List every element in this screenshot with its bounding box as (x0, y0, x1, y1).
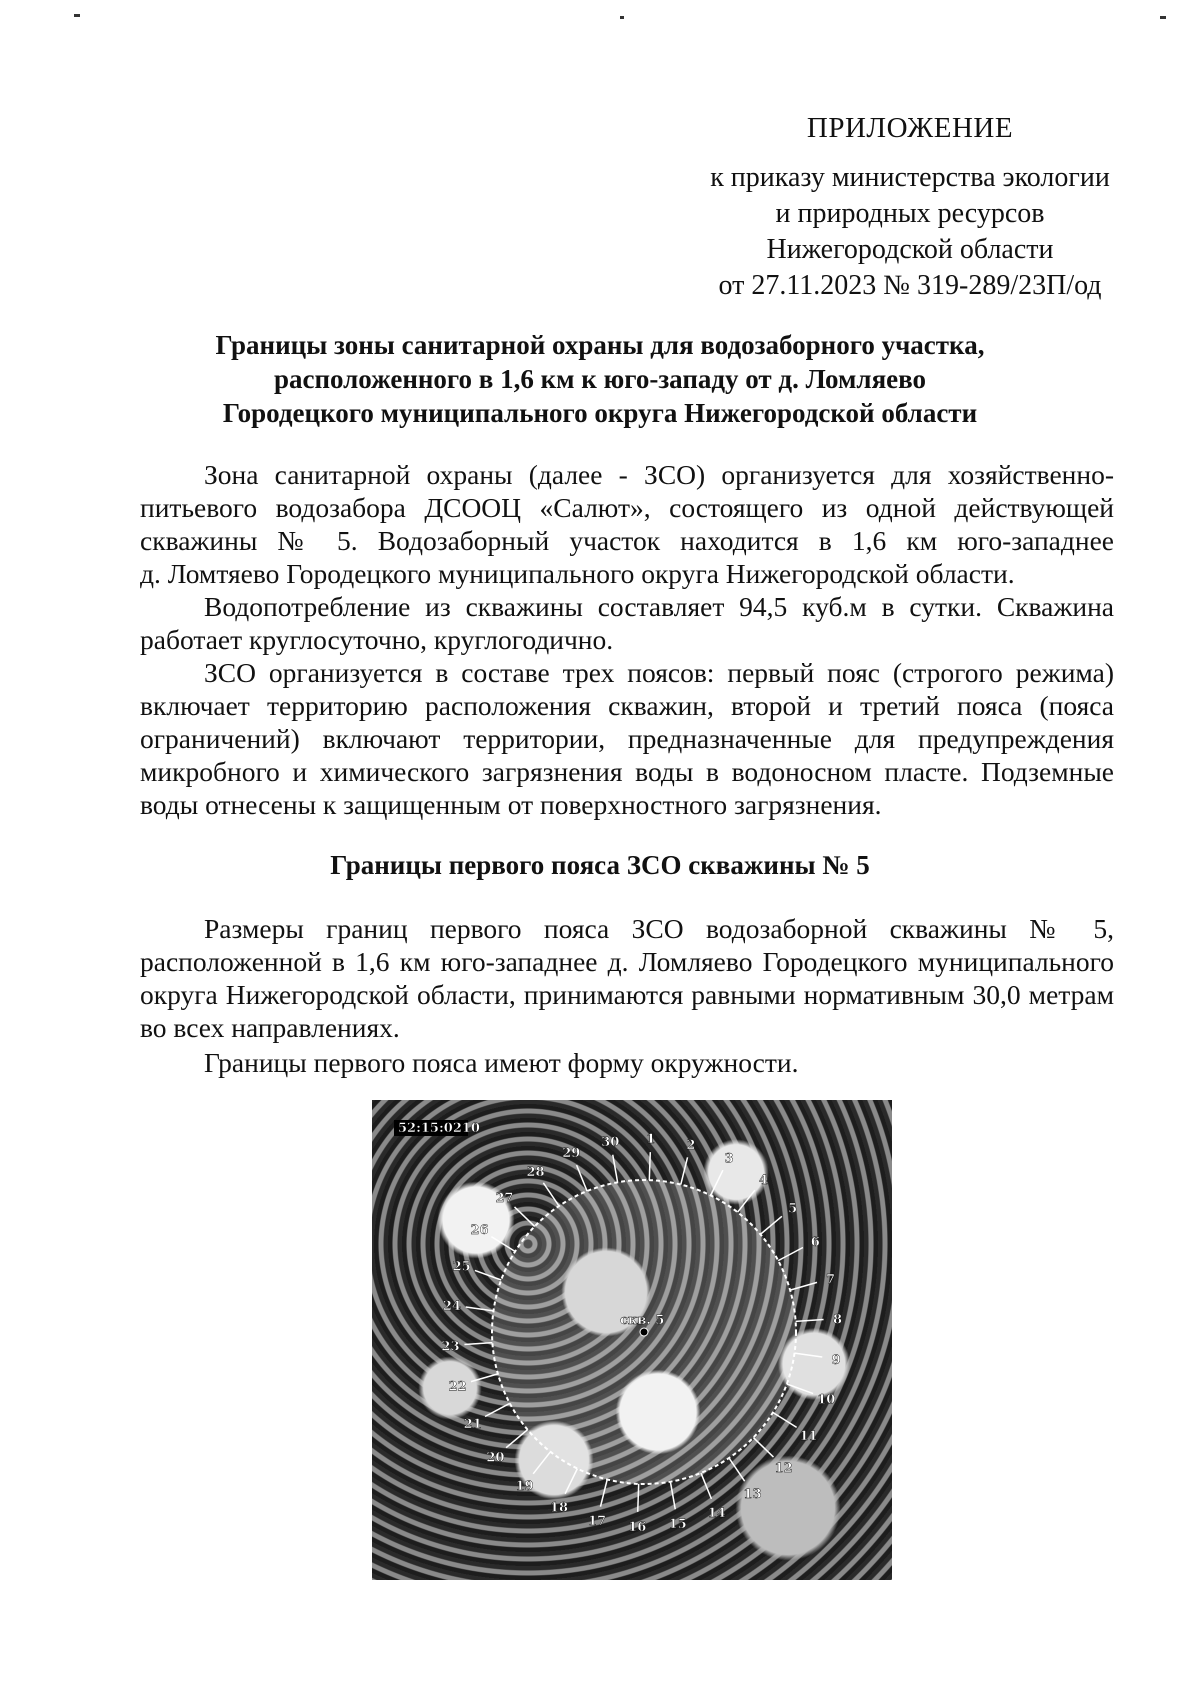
point-label: 27 (495, 1191, 514, 1207)
intro-paragraph (140, 656, 1114, 821)
text-line: микробного и химического загрязнения воды в водоносном пласте. Подземные (140, 756, 1114, 787)
point-label: 23 (441, 1339, 460, 1355)
point-label: 9 (831, 1352, 841, 1368)
point-label: 14 (707, 1505, 726, 1521)
point-leader-line (485, 1403, 510, 1416)
point-label: 8 (833, 1312, 843, 1328)
text-line: работает круглосуточно, круглогодично. (140, 624, 614, 655)
point-label: 7 (825, 1272, 836, 1288)
point-label: 19 (515, 1478, 534, 1494)
text-line: ЗСО организуется в составе трех поясов: первый пояс (строгого режима) (204, 657, 1114, 688)
point-leader-line (790, 1282, 817, 1290)
point-label: 30 (601, 1134, 620, 1150)
section-heading (150, 848, 1050, 882)
section-heading-text: Границы первого пояса ЗСО скважины № 5 (330, 850, 870, 880)
text-line: воды отнесены к защищенным от поверхностного загрязнения. (140, 789, 882, 820)
text-line: включает территорию расположения скважин, второй и третий пояса (пояса (140, 690, 1114, 721)
text-line: д. Ломтяево Городецкого муниципального округа Нижегородской области. (140, 558, 1015, 589)
point-label: 10 (817, 1392, 836, 1408)
point-label: 28 (526, 1165, 545, 1181)
point-label: 15 (668, 1517, 687, 1533)
scan-speck (1160, 16, 1166, 19)
annex-line: к приказу министерства экологии (710, 162, 1110, 193)
point-label: 18 (549, 1500, 569, 1516)
scan-speck (74, 14, 80, 17)
scheme-overlay (372, 1100, 892, 1580)
scan-speck (620, 16, 624, 19)
point-leader-line (600, 1479, 607, 1506)
point-leader-line (466, 1307, 494, 1311)
sanitary-zone-scheme-photo (372, 1100, 892, 1580)
point-leader-line (491, 1237, 515, 1252)
text-line: округа Нижегородской области, принимаются равными нормативным 30,0 метрам (140, 979, 1114, 1010)
point-leader-line (475, 1270, 501, 1280)
annex-line: и природных ресурсов (775, 198, 1045, 229)
point-leader-line (506, 1430, 527, 1448)
point-label: 13 (743, 1486, 762, 1502)
text-line: скважины № 5. Водозаборный участок находится в 1,6 км юго-западнее (140, 525, 1114, 556)
point-leader-line (533, 1452, 550, 1474)
point-label: 29 (562, 1146, 581, 1162)
point-label: 20 (486, 1450, 505, 1466)
point-label: 3 (724, 1151, 734, 1167)
point-label: 4 (758, 1173, 768, 1189)
belt-paragraph (140, 912, 1114, 1044)
point-leader-line (729, 1458, 745, 1481)
point-leader-line (638, 1484, 639, 1512)
point-label: 26 (470, 1223, 489, 1239)
text-line: ограничений) включают территории, предназначенные для предупреждения (140, 723, 1114, 754)
point-label: 16 (628, 1519, 647, 1535)
text-line: Зона санитарной охраны (далее - ЗСО) организуется для хозяйственно- (204, 459, 1114, 490)
heading-line: Границы зоны санитарной охраны для водозаборного участка, (215, 330, 985, 360)
well-label: скв. 5 (620, 1313, 665, 1328)
text-line: Размеры границ первого пояса ЗСО водозаборной скважины № 5, (204, 913, 1114, 944)
point-label: 11 (799, 1428, 818, 1444)
text-line: питьевого водозабора ДСООЦ «Салют», состоящего из одной действующей (140, 492, 1114, 523)
heading-line: расположенного в 1,6 км к юго-западу от д. Ломляево (273, 364, 927, 394)
scale-label: 52:15:0210 (398, 1121, 480, 1136)
point-label: 24 (442, 1299, 461, 1315)
annex-line: Нижегородской области (766, 234, 1054, 265)
point-label: 21 (463, 1417, 482, 1433)
point-leader-line (773, 1413, 797, 1428)
point-label: 17 (588, 1514, 607, 1530)
point-label: 22 (448, 1379, 467, 1395)
well-marker (640, 1328, 648, 1336)
point-leader-line (795, 1353, 823, 1357)
point-leader-line (760, 1216, 781, 1234)
point-label: 25 (452, 1259, 471, 1275)
intro-paragraph (140, 458, 1114, 590)
point-leader-line (577, 1165, 587, 1191)
point-leader-line (565, 1469, 577, 1494)
point-label: 12 (774, 1460, 793, 1476)
annex-title: ПРИЛОЖЕНИЕ (806, 112, 1014, 144)
point-leader-line (649, 1152, 650, 1180)
document-heading (150, 328, 1050, 430)
text-line: Границы первого пояса имеют форму окружности. (204, 1047, 799, 1078)
annex-reference (700, 160, 1120, 304)
point-label: 5 (788, 1201, 798, 1217)
point-leader-line (787, 1384, 813, 1394)
annex-line: от 27.11.2023 № 319-289/23П/од (718, 270, 1102, 301)
point-leader-line (613, 1155, 618, 1183)
heading-line: Городецкого муниципального округа Нижегородской области (222, 398, 978, 428)
text-line: во всех направлениях. (140, 1012, 400, 1043)
point-label: 6 (810, 1234, 820, 1250)
point-leader-line (701, 1473, 711, 1499)
point-label: 2 (686, 1137, 696, 1153)
point-leader-line (471, 1374, 498, 1382)
point-leader-line (778, 1247, 803, 1260)
point-leader-line (515, 1207, 535, 1226)
point-leader-line (464, 1343, 492, 1345)
text-line: Водопотребление из скважины составляет 94,5 куб.м в сутки. Скважина (204, 591, 1114, 622)
point-leader-line (796, 1319, 824, 1321)
point-leader-line (670, 1482, 675, 1510)
point-label: 1 (646, 1132, 656, 1148)
text-line: расположенной в 1,6 км юго-западнее д. Ломляево Городецкого муниципального (140, 946, 1114, 977)
point-leader-line (738, 1190, 755, 1212)
intro-paragraph (140, 590, 1114, 656)
point-leader-line (711, 1170, 723, 1195)
point-leader-line (753, 1438, 773, 1457)
belt-paragraph (140, 1046, 1114, 1079)
point-leader-line (681, 1157, 688, 1184)
point-leader-line (543, 1183, 559, 1206)
